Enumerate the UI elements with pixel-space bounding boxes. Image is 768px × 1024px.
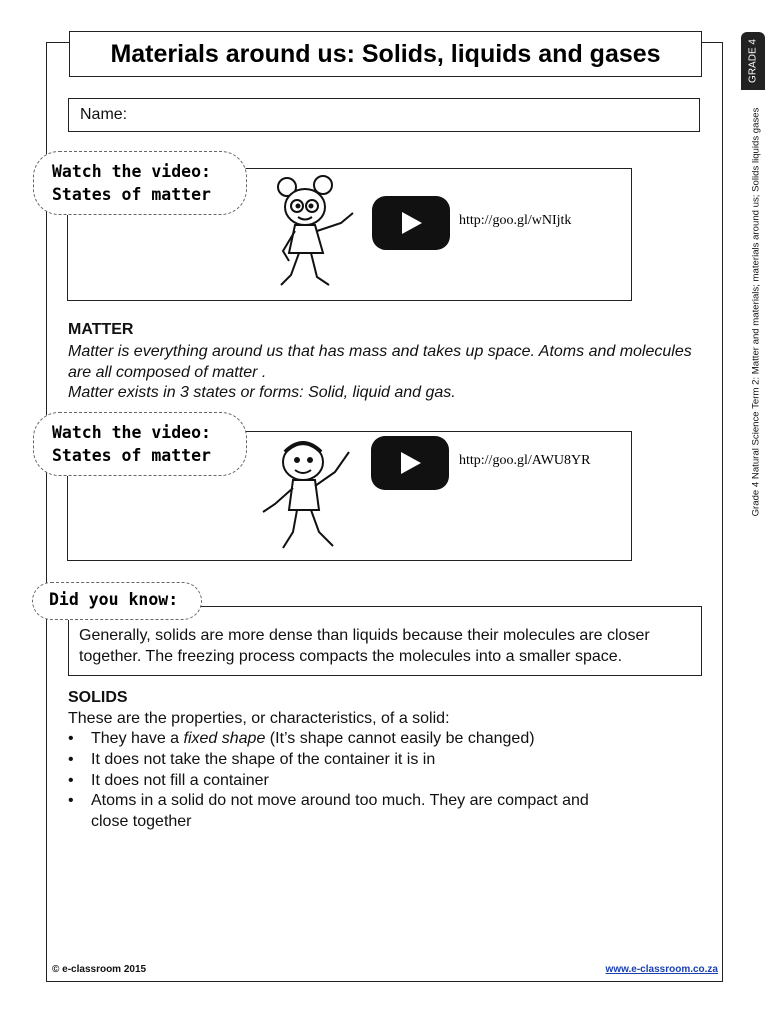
bubble-line-2: States of matter <box>52 446 211 465</box>
list-item: • They have a fixed shape (It’s shape cannot easily be changed) <box>68 729 708 750</box>
grade-tab-label: GRADE 4 <box>747 39 759 83</box>
copyright: © e-classroom 2015 <box>52 964 147 975</box>
page-title: Materials around us: Solids, liquids and gases <box>110 39 661 68</box>
did-you-know-line-1: Generally, solids are more dense than liquids because their molecules are closer <box>79 627 650 644</box>
matter-line-1: Matter is everything around us that has mass and takes up space. Atoms and molecules <box>68 343 692 360</box>
video-url-1[interactable]: http://goo.gl/wNIjtk <box>459 213 572 228</box>
did-you-know-line-2: together. The freezing process compacts the molecules into a smaller space. <box>79 648 623 665</box>
watch-video-bubble-2 <box>33 412 247 476</box>
matter-line-2: are all composed of matter . <box>68 363 267 381</box>
did-you-know-label: Did you know: <box>49 590 179 609</box>
name-field[interactable] <box>68 98 700 132</box>
matter-line-3: Matter exists in 3 states or forms: Solid, liquid and gas. <box>68 384 456 401</box>
matter-heading: MATTER <box>68 321 134 338</box>
solids-intro: These are the properties, or characteristics, of a solid: <box>68 710 450 727</box>
list-item: • Atoms in a solid do not move around too much. They are compact and close together <box>68 791 708 833</box>
list-item: • It does not take the shape of the container it is in <box>68 750 708 771</box>
play-button-icon[interactable] <box>372 196 450 250</box>
bubble-line-1: Watch the video: <box>52 423 211 442</box>
watch-video-bubble-1 <box>33 151 247 215</box>
name-label: Name: <box>80 106 128 123</box>
matter-text <box>68 342 708 404</box>
boy-cartoon-icon <box>259 436 363 556</box>
girl-cartoon-icon <box>265 175 365 297</box>
bubble-line-1: Watch the video: <box>52 162 211 181</box>
solids-properties-list <box>68 729 708 833</box>
grade-tab <box>741 32 765 90</box>
video-url-2[interactable]: http://goo.gl/AWU8YR <box>459 453 591 468</box>
solids-heading: SOLIDS <box>68 689 128 706</box>
side-caption: Grade 4 Natural Science Term 2: Matter and materials; materials around us; Solids liquids gases <box>750 107 762 517</box>
page-title-box <box>69 31 702 77</box>
list-item: • It does not fill a container <box>68 771 708 792</box>
did-you-know-bubble <box>32 582 202 620</box>
play-button-icon[interactable] <box>371 436 449 490</box>
website-link[interactable]: www.e-classroom.co.za <box>605 964 718 975</box>
bubble-line-2: States of matter <box>52 185 211 204</box>
